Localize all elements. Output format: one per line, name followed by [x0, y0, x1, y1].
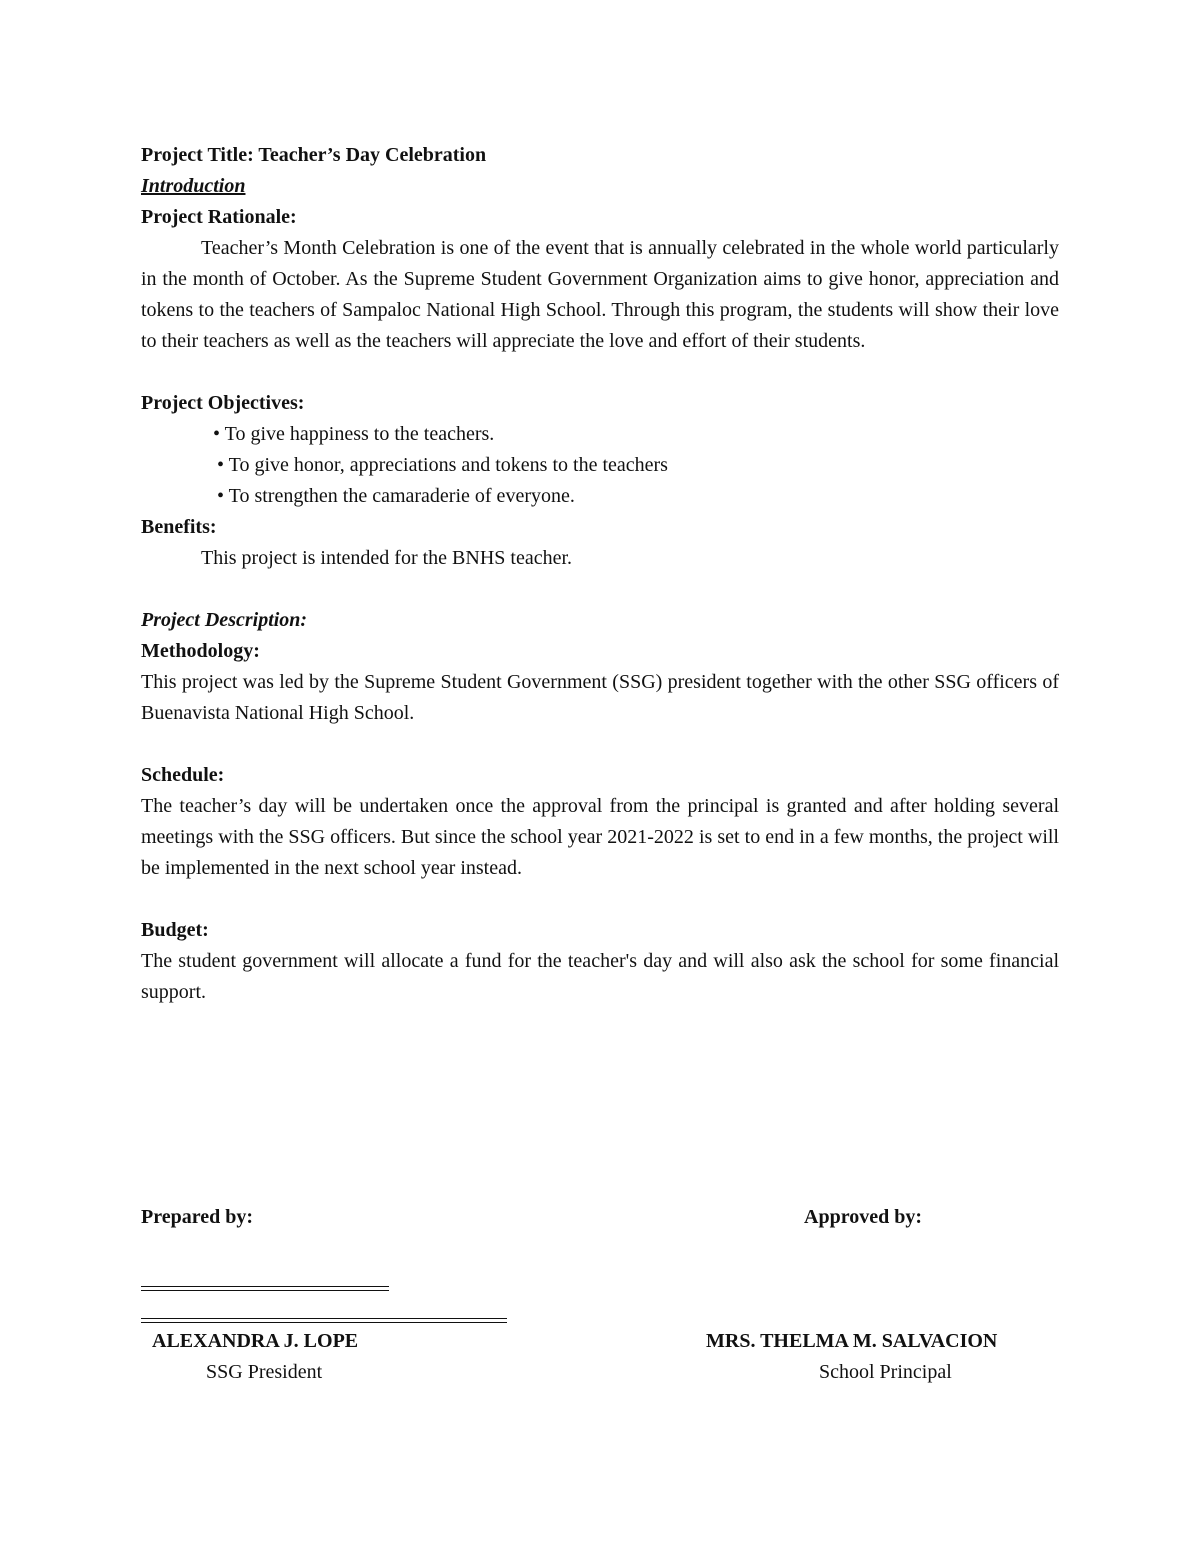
budget-heading: Budget: — [141, 919, 209, 941]
rationale-heading: Project Rationale: — [141, 206, 297, 228]
spacer — [141, 357, 1059, 388]
prepared-by-label: Prepared by: — [141, 1206, 254, 1228]
objective-item: • To strengthen the camaraderie of everyone. — [217, 485, 575, 507]
objective-item: • To give honor, appreciations and tokens to the teachers — [217, 454, 668, 476]
project-title: Teacher’s Day Celebration — [258, 144, 487, 166]
budget-text: The student government will allocate a fund for the teacher's day and will also ask the school for some financial support. — [141, 950, 1059, 1003]
approver-name: MRS. THELMA M. SALVACION — [706, 1330, 998, 1352]
preparer-name: ALEXANDRA J. LOPE — [152, 1330, 359, 1352]
methodology-heading: Methodology: — [141, 640, 260, 662]
project-title-label: Project Title: — [141, 144, 254, 166]
spacer — [141, 884, 1059, 915]
spacer — [141, 729, 1059, 760]
approved-by-label: Approved by: — [804, 1206, 922, 1228]
project-title-line — [141, 140, 1059, 171]
rationale-text: Teacher’s Month Celebration is one of the event that is annually celebrated in the whole world particularly in the month of October. As the Supreme Student Government Organization aims to give honor, appreciation and tokens to the teachers of Sampaloc National High School. Through this program, the students will show their love to their teachers as well as the teachers will appreciate the love and effort of their students. — [141, 237, 1059, 352]
introduction-heading: Introduction — [141, 175, 246, 197]
benefits-heading: Benefits: — [141, 516, 217, 538]
methodology-text: This project was led by the Supreme Student Government (SSG) president together with the other SSG officers of Buenavista National High School. — [141, 671, 1059, 724]
spacer — [141, 574, 1059, 605]
preparer-role: SSG President — [206, 1361, 323, 1383]
schedule-heading: Schedule: — [141, 764, 225, 786]
objectives-heading: Project Objectives: — [141, 392, 305, 414]
approver-role: School Principal — [819, 1361, 952, 1383]
schedule-text: The teacher’s day will be undertaken once the approval from the principal is granted and after holding several meetings with the SSG officers. But since the school year 2021-2022 is set to end in a few months, the project will be implemented in the next school year instead. — [141, 795, 1059, 879]
objective-item: • To give happiness to the teachers. — [213, 423, 495, 445]
signature-line — [141, 1286, 389, 1291]
objectives-list — [141, 419, 1059, 512]
signature-line — [141, 1318, 507, 1323]
document-body — [141, 140, 1059, 1008]
benefits-text: This project is intended for the BNHS teacher. — [201, 547, 573, 569]
description-heading: Project Description: — [141, 609, 308, 631]
